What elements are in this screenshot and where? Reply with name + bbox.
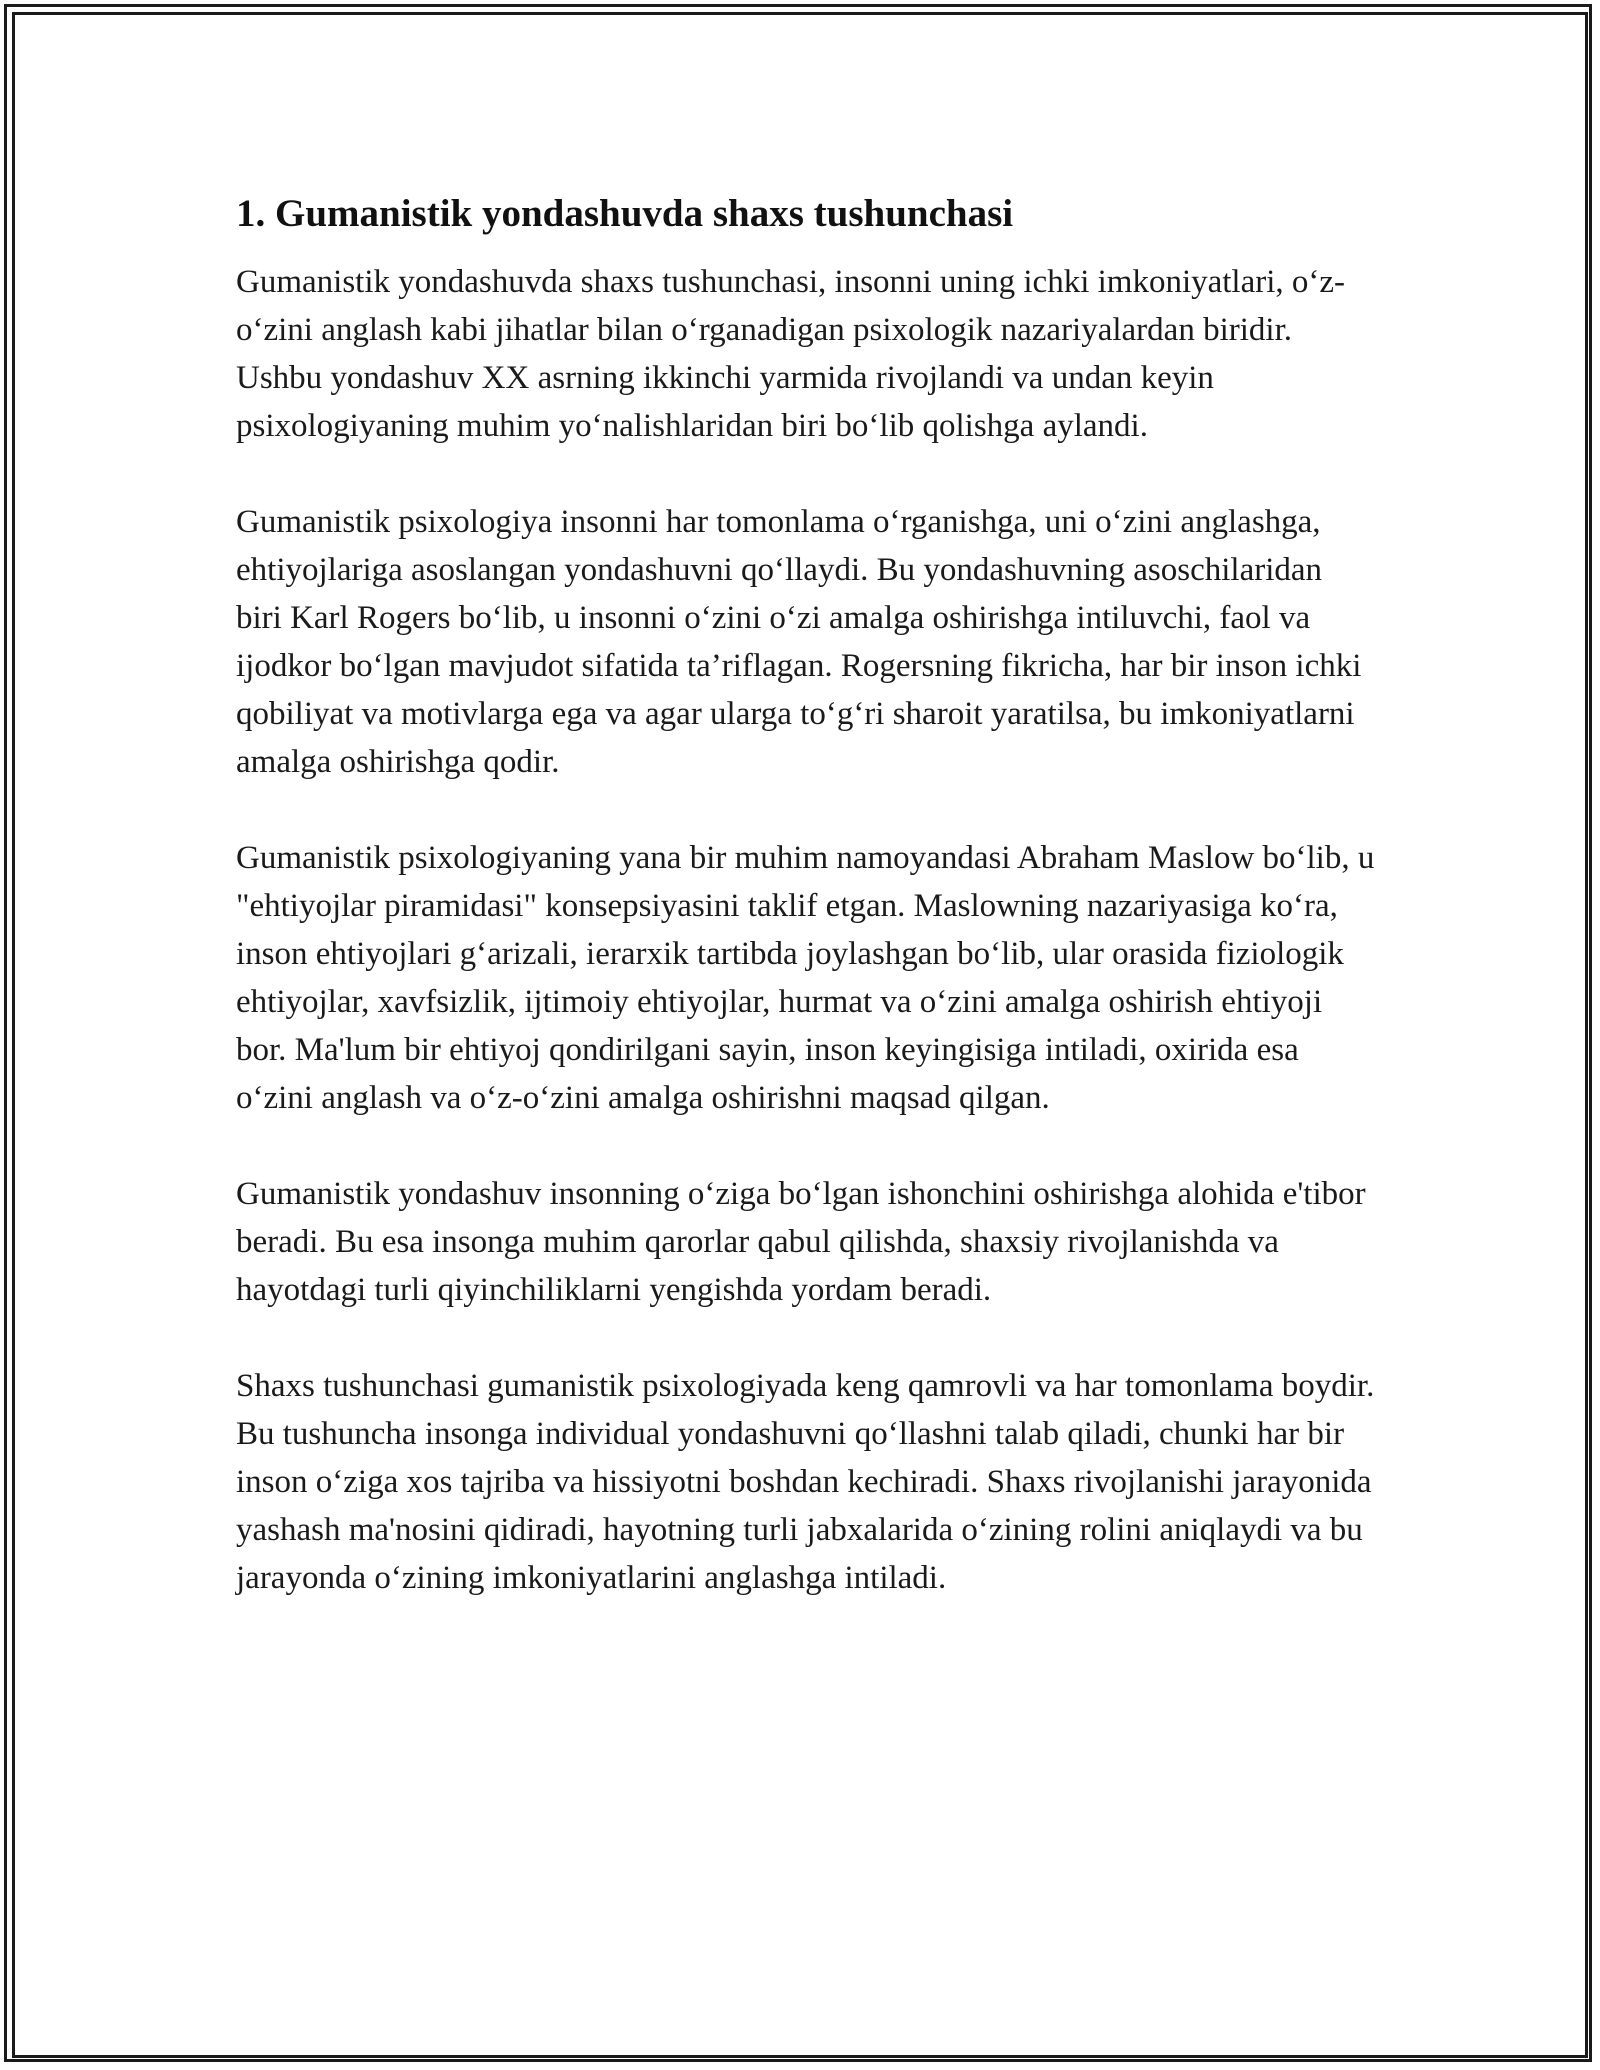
paragraph-1: Gumanistik yondashuvda shaxs tushunchasi, insonni uning ichki imkoniyatlari, o‘z-o‘zini anglash kabi jihatlar bilan o‘rganadigan psixologik nazariyalardan biridir. Ushbu yondashuv XX asrning ikkinchi yarmida rivojlandi va undan keyin psixologiyaning muhim yo‘nalishlaridan biri bo‘lib qolishga aylandi.	[236, 264, 1346, 444]
document-body	[236, 188, 1376, 1650]
paragraph-2: Gumanistik psixologiya insonni har tomonlama o‘rganishga, uni o‘zini anglashga, ehtiyojlariga asoslangan yondashuvni qo‘llaydi. Bu yondashuvning asoschilaridan biri Karl Rogers bo‘lib, u insonni o‘zini o‘zi amalga oshirishga intiluvchi, faol va ijodkor bo‘lgan mavjudot sifatida ta’riflagan. Rogersning fikricha, har bir inson ichki qobiliyat va motivlarga ega va agar ularga to‘g‘ri sharoit yaratilsa, bu imkoniyatlarni amalga oshirishga qodir.	[236, 504, 1362, 780]
paragraph-5: Shaxs tushunchasi gumanistik psixologiyada keng qamrovli va har tomonlama boydir. Bu tushuncha insonga individual yondashuvni qo‘llashni talab qiladi, chunki har bir inson o‘ziga xos tajriba va hissiyotni boshdan kechiradi. Shaxs rivojlanishi jarayonida yashash ma'nosini qidiradi, hayotning turli jabxalarida o‘zining rolini aniqlaydi va bu jarayonda o‘zining imkoniyatlarini anglashga intiladi.	[236, 1368, 1375, 1596]
section-title: 1. Gumanistik yondashuvda shaxs tushunchasi	[236, 192, 1014, 235]
paragraph-3: Gumanistik psixologiyaning yana bir muhim namoyandasi Abraham Maslow bo‘lib, u "ehtiyojlar piramidasi" konsepsiyasini taklif etgan. Maslowning nazariyasiga ko‘ra, inson ehtiyojlari g‘arizali, ierarxik tartibda joylashgan bo‘lib, ular orasida fiziologik ehtiyojlar, xavfsizlik, ijtimoiy ehtiyojlar, hurmat va o‘zini amalga oshirish ehtiyoji bor. Ma'lum bir ehtiyoj qondirilgani sayin, inson keyingisiga intiladi, oxirida esa o‘zini anglash va o‘z-o‘zini amalga oshirishni maqsad qilgan.	[236, 840, 1375, 1116]
paragraph-4: Gumanistik yondashuv insonning o‘ziga bo‘lgan ishonchini oshirishga alohida e'tibor beradi. Bu esa insonga muhim qarorlar qabul qilishda, shaxsiy rivojlanishda va hayotdagi turli qiyinchiliklarni yengishda yordam beradi.	[236, 1176, 1366, 1308]
